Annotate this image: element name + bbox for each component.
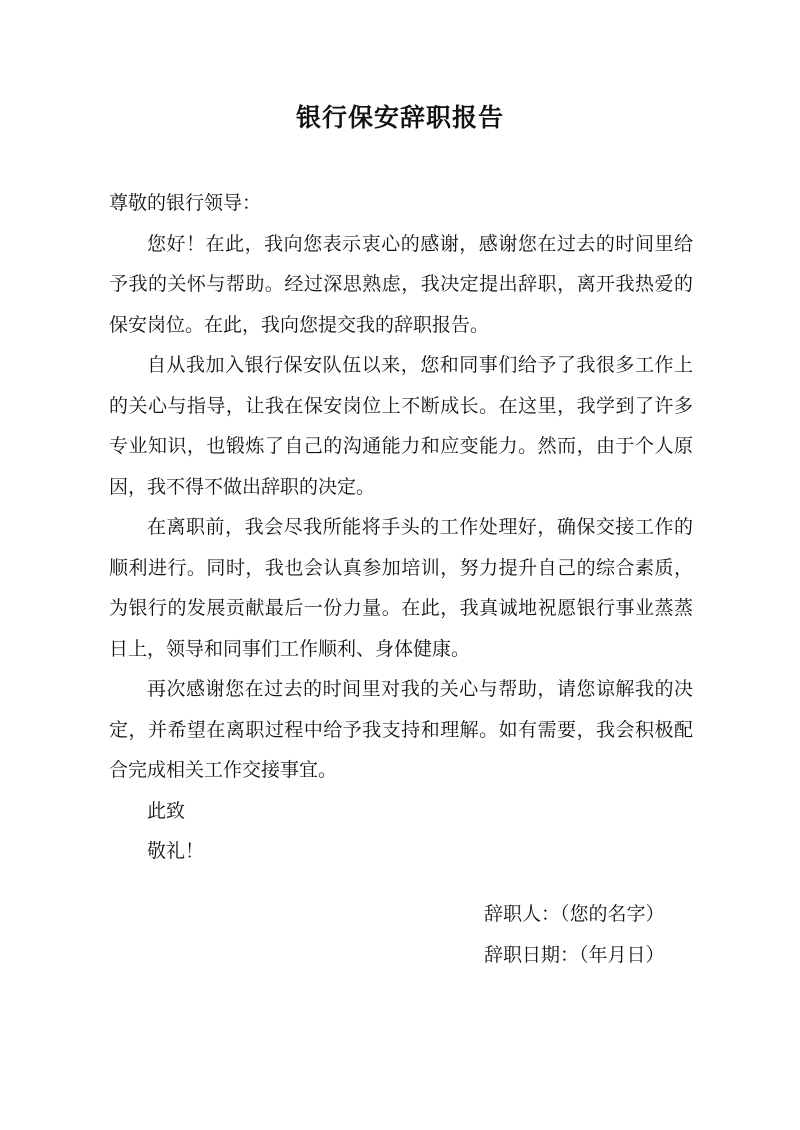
- signer-line: 辞职人：（您的名字）: [484, 903, 665, 925]
- closing-salutation: 此致: [147, 799, 186, 822]
- document-title: 银行保安辞职报告: [295, 103, 504, 132]
- letter-body: [109, 183, 693, 872]
- paragraph-2: 自从我加入银行保安队伍以来，您和同事们给予了我很多工作上的关心与指导，让我在保安岗位上不断成长。在这里，我学到了许多专业知识，也锻炼了自己的沟通能力和应变能力。然而，由于个人原因，我不得不做出辞职的决定。: [109, 354, 693, 498]
- date-line: 辞职日期：（年月日）: [484, 943, 665, 966]
- salutation: 尊敬的银行领导：: [109, 192, 262, 214]
- closing-regards: 敬礼！: [147, 840, 205, 862]
- paragraph-4: 再次感谢您在过去的时间里对我的关心与帮助，请您谅解我的决定，并希望在离职过程中给予我支持和理解。如有需要，我会积极配合完成相关工作交接事宜。: [109, 678, 693, 781]
- paragraph-3: 在离职前，我会尽我所能将手头的工作处理好，确保交接工作的顺利进行。同时，我也会认真参加培训，努力提升自己的综合素质，为银行的发展贡献最后一份力量。在此，我真诚地祝愿银行事业蒸蒸日上，领导和同事们工作顺利、身体健康。: [109, 516, 693, 660]
- signature-block: [484, 894, 665, 975]
- paragraph-1: 您好！在此，我向您表示衷心的感谢，感谢您在过去的时间里给予我的关怀与帮助。经过深思熟虑，我决定提出辞职，离开我热爱的保安岗位。在此，我向您提交我的辞职报告。: [109, 232, 693, 336]
